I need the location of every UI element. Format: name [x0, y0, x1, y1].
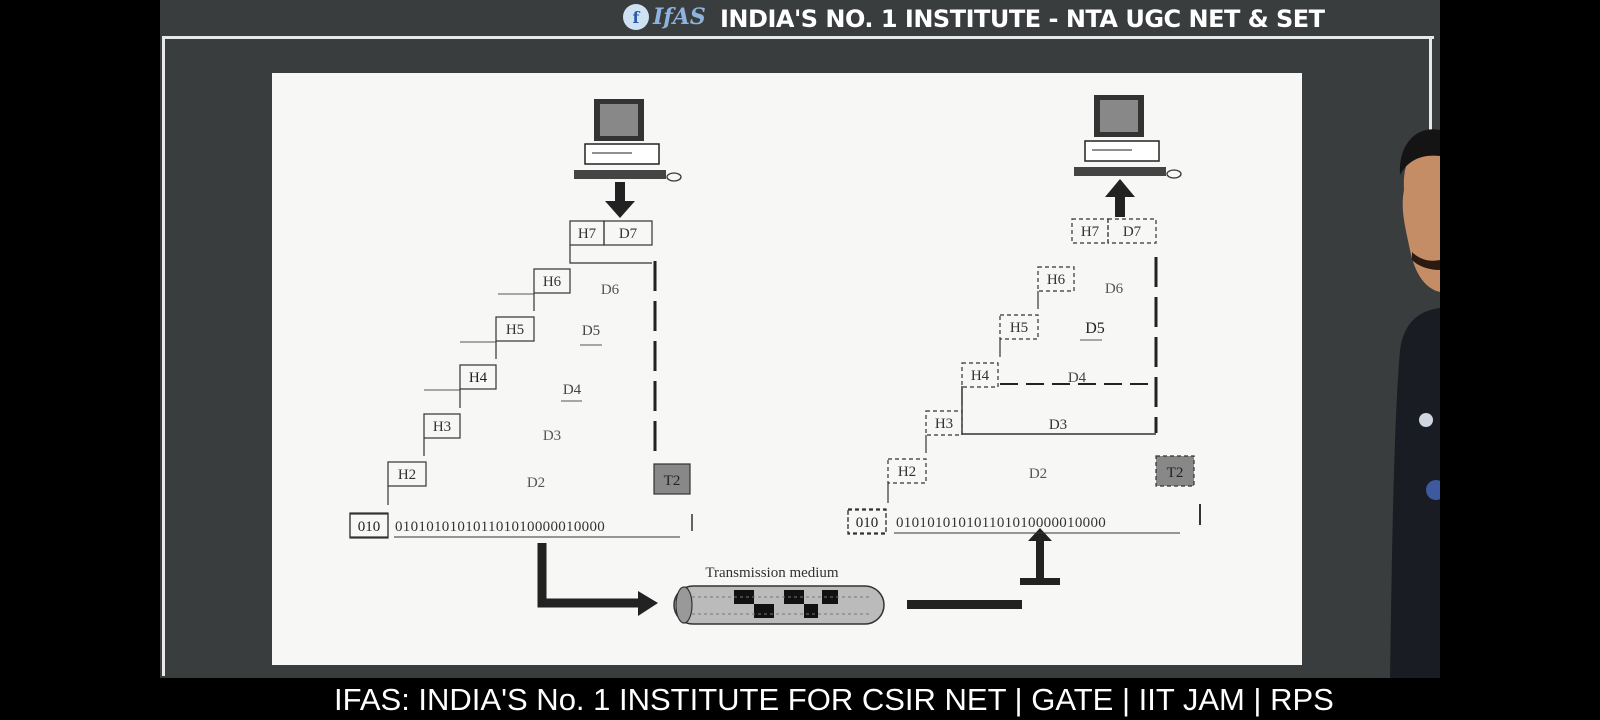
board-left-border — [162, 36, 165, 676]
medium-label: Transmission medium — [705, 565, 839, 581]
ticker-text: IFAS: INDIA'S No. 1 INSTITUTE FOR CSIR NET | GATE | IIT JAM | RPS — [334, 682, 1334, 717]
sender-physical-header: 010 — [357, 519, 381, 535]
receiver-data-d2: D2 — [1028, 466, 1048, 482]
receiver-header-h7: H7 — [1080, 224, 1100, 240]
board-top-border — [162, 36, 1434, 39]
receiver-header-h6: H6 — [1046, 272, 1066, 288]
receiver-header-h2: H2 — [897, 464, 917, 480]
receiver-data-d7: D7 — [1122, 224, 1142, 240]
sender-down-arrow — [605, 182, 635, 218]
sender-header-h2: H2 — [397, 467, 417, 483]
slide — [272, 73, 1302, 665]
receiver-header-h4: H4 — [970, 368, 990, 384]
video-frame — [160, 0, 1440, 720]
receiver-trailer-label: T2 — [1166, 465, 1184, 481]
sender-data-d6: D6 — [600, 282, 620, 298]
presenter-figure — [1360, 120, 1440, 680]
header-banner — [160, 0, 1440, 36]
sender-header-h4: H4 — [468, 370, 488, 386]
receiver-up-arrow — [1105, 179, 1135, 217]
logo-text: IfAS — [653, 4, 706, 30]
logo-emblem-icon: f — [623, 4, 649, 30]
sender-data-d4: D4 — [562, 382, 582, 398]
sender-to-medium-arrow — [542, 543, 658, 616]
medium-to-receiver-arrow — [907, 528, 1060, 609]
receiver-data-d5: D5 — [1085, 320, 1105, 337]
sender-data-d3: D3 — [542, 428, 562, 444]
sender-bitstream: 010101010101101010000010000 — [395, 519, 606, 535]
sender-data-d5: D5 — [581, 323, 601, 339]
receiver-header-h3: H3 — [934, 416, 954, 432]
receiver-data-d4: D4 — [1067, 370, 1087, 386]
receiver-data-d3: D3 — [1048, 417, 1068, 433]
sender-computer-icon — [574, 99, 681, 181]
transmission-medium-cable — [674, 586, 884, 624]
receiver-computer-icon — [1074, 95, 1181, 178]
receiver-physical-header: 010 — [855, 515, 879, 531]
sender-data-d2: D2 — [526, 475, 546, 491]
sender-trailer-label: T2 — [663, 473, 681, 489]
ifas-logo — [623, 4, 706, 30]
header-title: INDIA'S NO. 1 INSTITUTE - NTA UGC NET & SET — [720, 5, 1325, 33]
receiver-bitstream: 010101010101101010000010000 — [896, 515, 1107, 531]
receiver-data-d6: D6 — [1104, 281, 1124, 297]
sender-header-h6: H6 — [542, 274, 562, 290]
receiver-header-h5: H5 — [1009, 320, 1029, 336]
bottom-ticker — [0, 678, 1600, 720]
sender-header-h5: H5 — [505, 322, 525, 338]
sender-data-d7: D7 — [618, 226, 638, 242]
layered-transmission-diagram — [272, 73, 1302, 665]
sender-header-h3: H3 — [432, 419, 452, 435]
sender-header-h7: H7 — [577, 226, 597, 242]
